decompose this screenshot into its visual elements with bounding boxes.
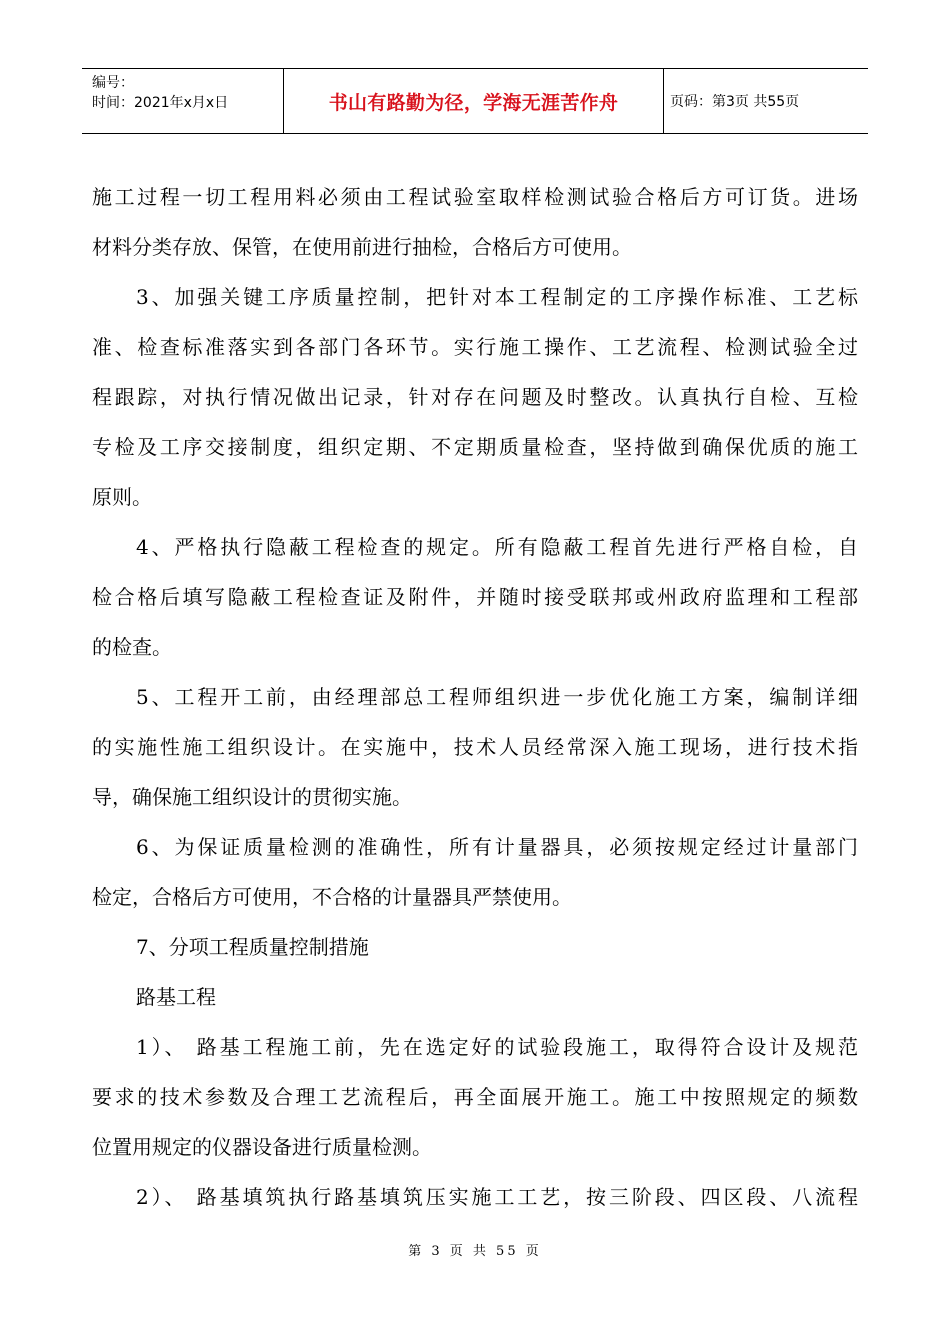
page-footer: 第 3 页 共 55 页 (408, 1244, 542, 1259)
body-line: 6、为保证质量检测的准确性，所有计量器具，必须按规定经过计量部门 (136, 835, 858, 859)
body-line: 准、检查标准落实到各部门各环节。实行施工操作、工艺流程、检测试验全过 (92, 335, 858, 359)
section-heading: 7、分项工程质量控制措施 (136, 935, 369, 959)
header-meta (82, 69, 284, 133)
body-line: 要求的技术参数及合理工艺流程后，再全面展开施工。施工中按照规定的频数 (92, 1085, 858, 1109)
body-line: 专检及工序交接制度，组织定期、不定期质量检查，坚持做到确保优质的施工 (92, 435, 858, 459)
body-line: 的实施性施工组织设计。在实施中，技术人员经常深入施工现场，进行技术指 (92, 735, 858, 759)
body-line: 1）、 路基工程施工前，先在选定好的试验段施工，取得符合设计及规范 (136, 1035, 858, 1059)
body-line: 5、工程开工前，由经理部总工程师组织进一步优化施工方案，编制详细 (136, 685, 858, 709)
body-line: 施工过程一切工程用料必须由工程试验室取样检测试验合格后方可订货。进场 (92, 185, 858, 209)
page-header (82, 68, 868, 134)
body-line: 程跟踪，对执行情况做出记录，针对存在问题及时整改。认真执行自检、互检 (92, 385, 858, 409)
body-line: 位置用规定的仪器设备进行质量检测。 (92, 1135, 432, 1159)
body-line: 原则。 (92, 485, 152, 509)
header-page-code: 页码：第3页 共55页 (670, 94, 800, 110)
body-line: 的检查。 (92, 635, 172, 659)
body-line: 4、严格执行隐蔽工程检查的规定。所有隐蔽工程首先进行严格自检，自 (136, 535, 858, 559)
body-line: 3、加强关键工序质量控制，把针对本工程制定的工序操作标准、工艺标 (136, 285, 858, 309)
body-line: 材料分类存放、保管，在使用前进行抽检，合格后方可使用。 (92, 235, 632, 259)
document-number: 编号： (92, 75, 134, 91)
body-line: 2）、 路基填筑执行路基填筑压实施工工艺，按三阶段、四区段、八流程 (136, 1185, 858, 1209)
body-line: 检合格后填写隐蔽工程检查证及附件，并随时接受联邦或州政府监理和工程部 (92, 585, 858, 609)
header-motto: 书山有路勤为径，学海无涯苦作舟 (284, 69, 664, 133)
document-body (92, 172, 858, 1222)
document-date: 时间：2021年x月x日 (92, 95, 229, 111)
body-line: 检定，合格后方可使用，不合格的计量器具严禁使用。 (92, 885, 572, 909)
body-line: 导，确保施工组织设计的贯彻实施。 (92, 785, 412, 809)
subsection-heading: 路基工程 (136, 985, 216, 1009)
